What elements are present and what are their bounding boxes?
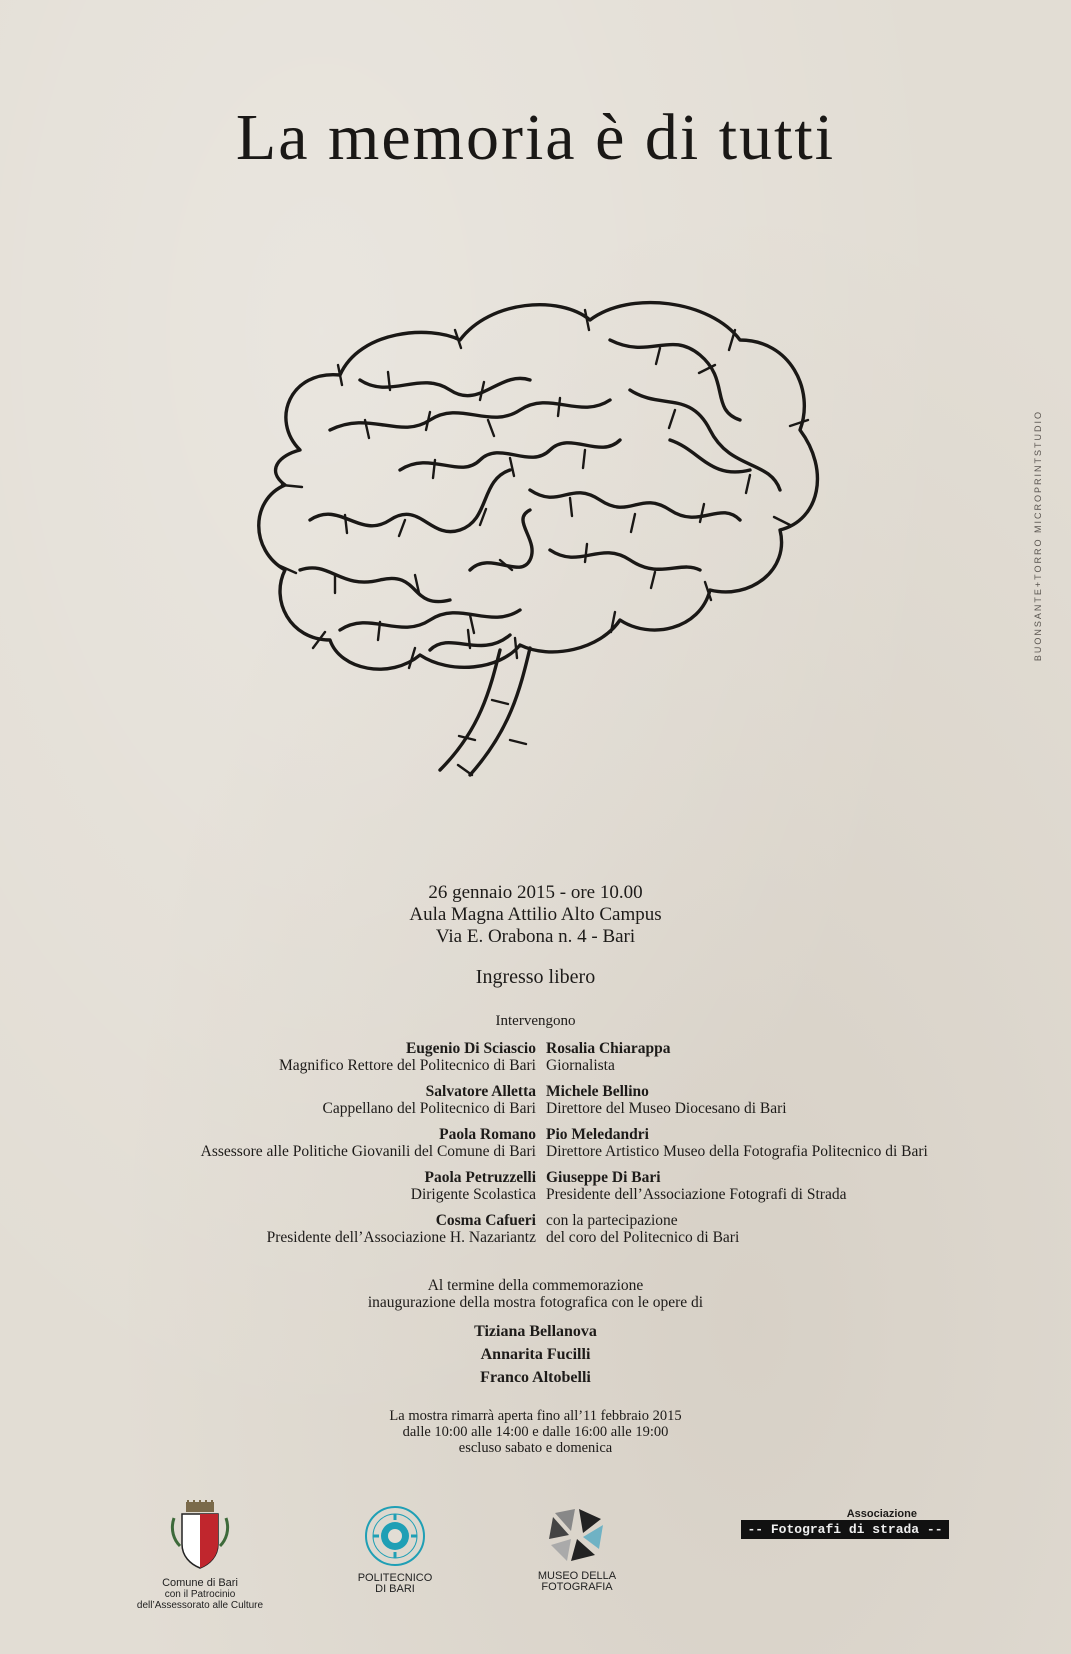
exhibition-line: escluso sabato e domenica	[458, 1440, 613, 1456]
associazione-fotografi-di-strada-logo	[735, 1508, 955, 1539]
entry-free-text: Ingresso libero	[475, 966, 596, 988]
choir-participation	[546, 1212, 1046, 1255]
speaker-name: Pio Meledandri	[546, 1126, 649, 1143]
speaker	[546, 1169, 1046, 1212]
speaker-role: Direttore del Museo Diocesano di Bari	[546, 1100, 787, 1117]
speaker-name: Paola Petruzzelli	[424, 1169, 536, 1186]
speaker-name: Paola Romano	[439, 1126, 536, 1143]
speakers-heading: Intervengono	[495, 1013, 576, 1029]
artists-list	[0, 1320, 1071, 1389]
association-label: Associazione	[846, 1508, 917, 1520]
logo-caption: DI BARI	[375, 1583, 415, 1595]
speaker-role: Magnifico Rettore del Politecnico di Bari	[279, 1057, 536, 1074]
designer-credit: BUONSANTE+TORRO MICROPRINTSTUDIO	[1033, 410, 1043, 662]
speaker	[546, 1040, 1046, 1083]
comune-di-bari-logo	[130, 1500, 270, 1611]
event-details	[0, 882, 1071, 948]
speaker-name: Eugenio Di Sciascio	[405, 1040, 536, 1057]
logo-caption: POLITECNICO	[357, 1572, 433, 1584]
speaker-name: Michele Bellino	[546, 1083, 649, 1100]
speaker-role: Presidente dell’Associazione H. Nazariantz	[266, 1229, 536, 1246]
logo-caption: FOTOGRAFIA	[541, 1581, 613, 1593]
closing-text	[0, 1277, 1071, 1311]
museo-della-fotografia-logo	[522, 1505, 632, 1593]
closing-line: Al termine della commemorazione	[427, 1277, 644, 1294]
speaker	[546, 1126, 1046, 1169]
speaker	[36, 1126, 536, 1169]
barbed-wire-brain-illustration	[230, 270, 840, 830]
event-address: Via E. Orabona n. 4 - Bari	[435, 926, 636, 947]
event-date-time: 26 gennaio 2015 - ore 10.00	[428, 882, 643, 903]
speaker	[36, 1169, 536, 1212]
artist-name: Tiziana Bellanova	[474, 1323, 597, 1340]
poster-title: La memoria è di tutti	[235, 101, 836, 174]
speakers-left-column	[36, 1040, 536, 1255]
logo-caption: dell’Assessorato alle Culture	[136, 1600, 264, 1611]
logo-caption: MUSEO DELLA	[537, 1570, 617, 1582]
exhibition-line: dalle 10:00 alle 14:00 e dalle 16:00 alle 19:00	[402, 1424, 669, 1440]
politecnico-di-bari-logo	[340, 1505, 450, 1595]
participation-line: con la partecipazione	[546, 1212, 678, 1229]
bari-coat-of-arms-icon	[170, 1500, 230, 1572]
artist-name: Annarita Fucilli	[480, 1346, 591, 1363]
speaker-role: Giornalista	[546, 1057, 615, 1074]
participation-line: del coro del Politecnico di Bari	[546, 1229, 740, 1246]
speaker	[36, 1212, 536, 1255]
event-venue: Aula Magna Attilio Alto Campus	[409, 904, 662, 925]
logo-caption-main: Comune di Bari	[162, 1577, 238, 1589]
speakers-right-column	[546, 1040, 1046, 1255]
speaker-name: Giuseppe Di Bari	[546, 1169, 661, 1186]
camera-aperture-icon	[545, 1505, 609, 1565]
exhibition-line: La mostra rimarrà aperta fino all’11 febbraio 2015	[389, 1408, 682, 1424]
speaker	[36, 1083, 536, 1126]
artist-name: Franco Altobelli	[480, 1369, 591, 1386]
speaker-name: Cosma Cafueri	[435, 1212, 536, 1229]
speaker-role: Assessore alle Politiche Giovanili del Comune di Bari	[200, 1143, 536, 1160]
speaker	[36, 1040, 536, 1083]
politecnico-seal-icon	[364, 1505, 426, 1567]
speaker-name: Salvatore Alletta	[425, 1083, 536, 1100]
closing-line: inaugurazione della mostra fotografica con le opere di	[367, 1294, 704, 1311]
speaker-role: Direttore Artistico Museo della Fotografia Politecnico di Bari	[546, 1143, 928, 1160]
speaker-name: Rosalia Chiarappa	[546, 1040, 671, 1057]
speaker-role: Dirigente Scolastica	[410, 1186, 536, 1203]
speaker-role: Cappellano del Politecnico di Bari	[322, 1100, 536, 1117]
exhibition-info	[0, 1408, 1071, 1456]
logo-caption: con il Patrocinio	[164, 1589, 236, 1600]
speaker	[546, 1083, 1046, 1126]
association-name: -- Fotografi di strada --	[741, 1520, 948, 1539]
speaker-role: Presidente dell’Associazione Fotografi di Strada	[546, 1186, 847, 1203]
